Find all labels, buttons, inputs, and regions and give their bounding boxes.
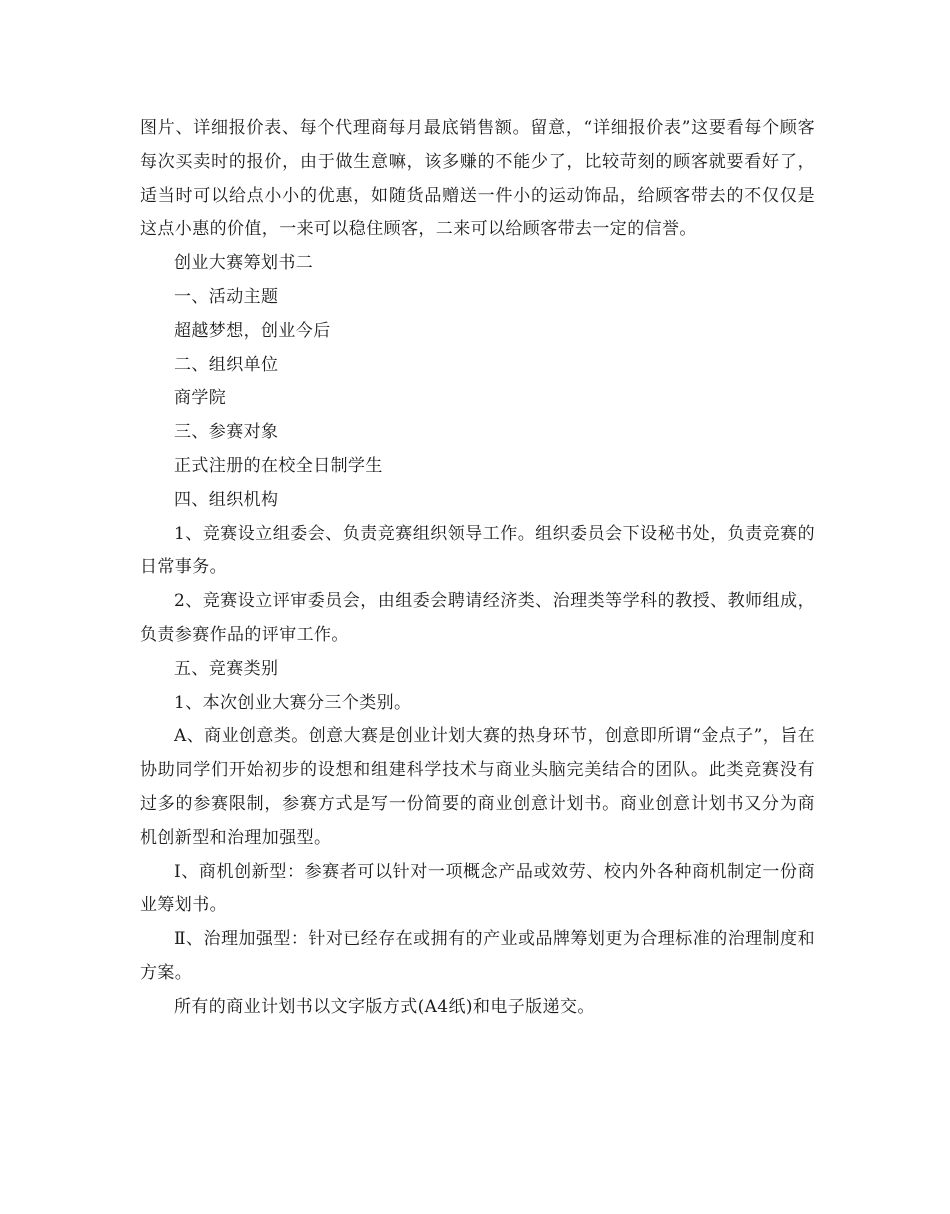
document-body [140,112,815,1025]
paragraph-type-1: Ⅰ、商机创新型：参赛者可以针对一项概念产品或效劳、校内外各种商机制定一份商业筹划书。 [140,861,815,916]
heading-organization: 四、组织机构 [174,489,279,510]
paragraph-type-2: Ⅱ、治理加强型：针对已经存在或拥有的产业或品牌筹划更为合理标准的治理制度和方案。 [140,929,815,983]
paragraph-submission: 所有的商业计划书以文字版方式(A4纸)和电子版递交。 [174,996,595,1017]
paragraph-organizer: 商学院 [174,388,227,409]
paragraph-categories-count: 1、本次创业大赛分三个类别。 [174,692,412,713]
heading-activity-theme: 一、活动主题 [174,286,279,307]
paragraph-intro-continuation: 图片、详细报价表、每个代理商每月最底销售额。留意，“详细报价表”这要看每个顾客每次买卖时的报价，由于做生意嘛，该多赚的不能少了，比较苛刻的顾客就要看好了，适当时可以给点小小的优惠，如随货品赠送一件小的运动饰品，给顾客带去的不仅仅是这点小惠的价值，一来可以稳住顾客，二来可以给顾客带去一定的信誉。 [140,118,815,240]
section-title: 创业大赛筹划书二 [174,253,314,274]
heading-organizer: 二、组织单位 [174,354,279,375]
paragraph-participants: 正式注册的在校全日制学生 [174,455,383,476]
paragraph-organization-jury: 2、竞赛设立评审委员会，由组委会聘请经济类、治理类等学科的教授、教师组成，负责参赛作品的评审工作。 [140,591,815,645]
paragraph-category-a: A、商业创意类。创意大赛是创业计划大赛的热身环节，创意即所谓“金点子”，旨在协助同学们开始初步的设想和组建科学技术与商业头脑完美结合的团队。此类竞赛没有过多的参赛限制，参赛方式是写一份简要的商业创意计划书。商业创意计划书又分为商机创新型和治理加强型。 [140,726,815,848]
heading-categories: 五、竞赛类别 [174,658,279,679]
heading-participants: 三、参赛对象 [174,422,279,443]
paragraph-activity-theme: 超越梦想，创业今后 [174,320,331,341]
paragraph-organization-committee: 1、竞赛设立组委会、负责竞赛组织领导工作。组织委员会下设秘书处，负责竞赛的日常事务。 [140,523,815,578]
